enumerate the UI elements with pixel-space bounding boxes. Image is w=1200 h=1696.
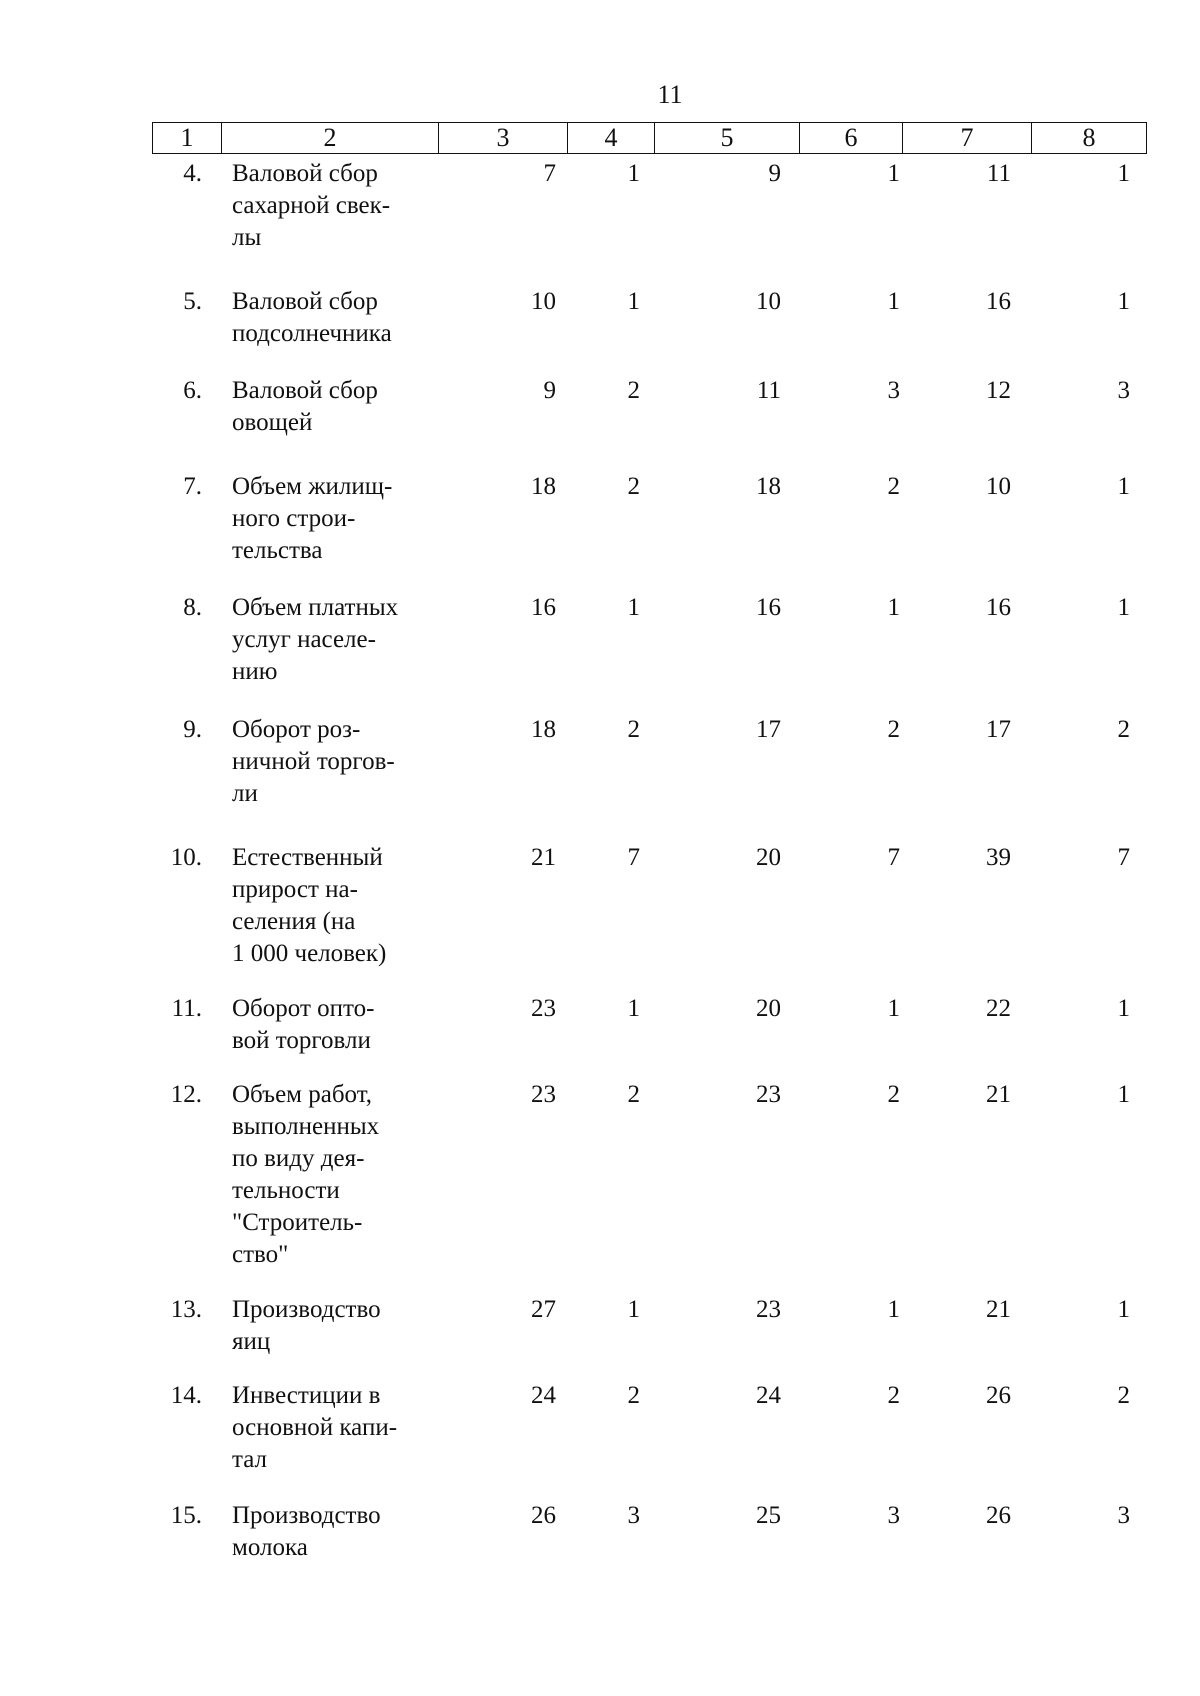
header-col-1: 1 (153, 123, 222, 154)
col-8-value: 1 (1117, 288, 1130, 315)
col-3-value: 9 (543, 377, 556, 404)
header-col-6: 6 (800, 123, 903, 154)
col-3-value: 7 (543, 160, 556, 187)
col-8-value: 1 (1117, 594, 1130, 621)
indicator-name: Инвестиции в основной капи- тал (232, 1382, 398, 1473)
col-4-value: 1 (627, 160, 640, 187)
col-7-value: 10 (986, 473, 1011, 500)
row-number: 5. (183, 288, 202, 315)
col-8-value: 1 (1117, 1081, 1130, 1108)
col-6-value: 1 (887, 288, 900, 315)
col-5-value: 9 (768, 160, 781, 187)
indicator-name: Оборот опто- вой торговли (232, 995, 375, 1054)
indicator-name: Объем жилищ- ного строи- тельства (232, 473, 393, 564)
col-7-value: 21 (986, 1296, 1011, 1323)
col-5-value: 11 (756, 377, 781, 404)
header-col-8: 8 (1032, 123, 1147, 154)
col-4-value: 1 (627, 1296, 640, 1323)
row-number: 10. (170, 844, 202, 871)
col-5-value: 23 (756, 1296, 781, 1323)
col-8-value: 3 (1117, 1502, 1130, 1529)
header-col-7: 7 (903, 123, 1032, 154)
col-7-value: 12 (986, 377, 1011, 404)
col-4-value: 2 (627, 1382, 640, 1409)
col-6-value: 2 (887, 1081, 900, 1108)
header-col-4: 4 (568, 123, 655, 154)
col-5-value: 23 (756, 1081, 781, 1108)
col-4-value: 7 (627, 844, 640, 871)
header-col-5: 5 (655, 123, 800, 154)
col-4-value: 1 (627, 594, 640, 621)
col-6-value: 1 (887, 160, 900, 187)
col-5-value: 16 (756, 594, 781, 621)
col-7-value: 16 (986, 288, 1011, 315)
indicator-name: Валовой сбор сахарной свек- лы (232, 160, 391, 251)
row-number: 15. (170, 1502, 202, 1529)
col-7-value: 39 (986, 844, 1011, 871)
col-3-value: 18 (531, 473, 556, 500)
col-6-value: 2 (887, 716, 900, 743)
col-7-value: 21 (986, 1081, 1011, 1108)
row-number: 6. (183, 377, 202, 404)
indicator-name: Валовой сбор подсолнечника (232, 288, 392, 347)
col-3-value: 23 (531, 995, 556, 1022)
col-8-value: 1 (1117, 473, 1130, 500)
col-5-value: 17 (756, 716, 781, 743)
col-6-value: 3 (887, 377, 900, 404)
col-3-value: 16 (531, 594, 556, 621)
col-8-value: 1 (1117, 995, 1130, 1022)
col-7-value: 16 (986, 594, 1011, 621)
col-8-value: 3 (1117, 377, 1130, 404)
col-8-value: 7 (1117, 844, 1130, 871)
col-6-value: 1 (887, 1296, 900, 1323)
col-4-value: 1 (627, 288, 640, 315)
indicator-name: Оборот роз- ничной торгов- ли (232, 716, 395, 807)
col-6-value: 3 (887, 1502, 900, 1529)
row-number: 4. (183, 160, 202, 187)
col-6-value: 2 (887, 1382, 900, 1409)
col-4-value: 2 (627, 473, 640, 500)
col-8-value: 1 (1117, 160, 1130, 187)
row-number: 11. (171, 995, 202, 1022)
indicator-name: Валовой сбор овощей (232, 377, 378, 436)
page-number: 11 (657, 80, 683, 109)
col-4-value: 3 (627, 1502, 640, 1529)
col-6-value: 1 (887, 594, 900, 621)
indicator-name: Естественный прирост на- селения (на 1 000 человек) (232, 844, 387, 967)
indicator-name: Объем работ, выполненных по виду дея- тельности "Строитель- ство" (232, 1081, 380, 1268)
col-8-value: 2 (1117, 716, 1130, 743)
col-8-value: 1 (1117, 1296, 1130, 1323)
col-3-value: 21 (531, 844, 556, 871)
col-6-value: 1 (887, 995, 900, 1022)
col-4-value: 2 (627, 716, 640, 743)
header-col-3: 3 (439, 123, 568, 154)
col-6-value: 2 (887, 473, 900, 500)
col-7-value: 17 (986, 716, 1011, 743)
col-5-value: 24 (756, 1382, 781, 1409)
col-3-value: 18 (531, 716, 556, 743)
col-5-value: 20 (756, 844, 781, 871)
col-8-value: 2 (1117, 1382, 1130, 1409)
row-number: 8. (183, 594, 202, 621)
row-number: 7. (183, 473, 202, 500)
indicator-name: Производство яиц (232, 1296, 381, 1355)
header-col-2: 2 (222, 123, 439, 154)
col-3-value: 10 (531, 288, 556, 315)
col-3-value: 27 (531, 1296, 556, 1323)
col-7-value: 11 (986, 160, 1011, 187)
row-number: 13. (170, 1296, 202, 1323)
col-5-value: 20 (756, 995, 781, 1022)
col-7-value: 26 (986, 1502, 1011, 1529)
col-5-value: 25 (756, 1502, 781, 1529)
col-4-value: 2 (627, 1081, 640, 1108)
row-number: 14. (170, 1382, 202, 1409)
col-3-value: 24 (531, 1382, 556, 1409)
col-4-value: 2 (627, 377, 640, 404)
col-4-value: 1 (627, 995, 640, 1022)
row-number: 9. (183, 716, 202, 743)
col-5-value: 18 (756, 473, 781, 500)
col-7-value: 26 (986, 1382, 1011, 1409)
col-7-value: 22 (986, 995, 1011, 1022)
indicator-name: Объем платных услуг населе- нию (232, 594, 399, 685)
indicator-name: Производство молока (232, 1502, 381, 1561)
col-5-value: 10 (756, 288, 781, 315)
col-3-value: 23 (531, 1081, 556, 1108)
col-6-value: 7 (887, 844, 900, 871)
col-3-value: 26 (531, 1502, 556, 1529)
column-number-header (152, 122, 1147, 154)
row-number: 12. (170, 1081, 202, 1108)
